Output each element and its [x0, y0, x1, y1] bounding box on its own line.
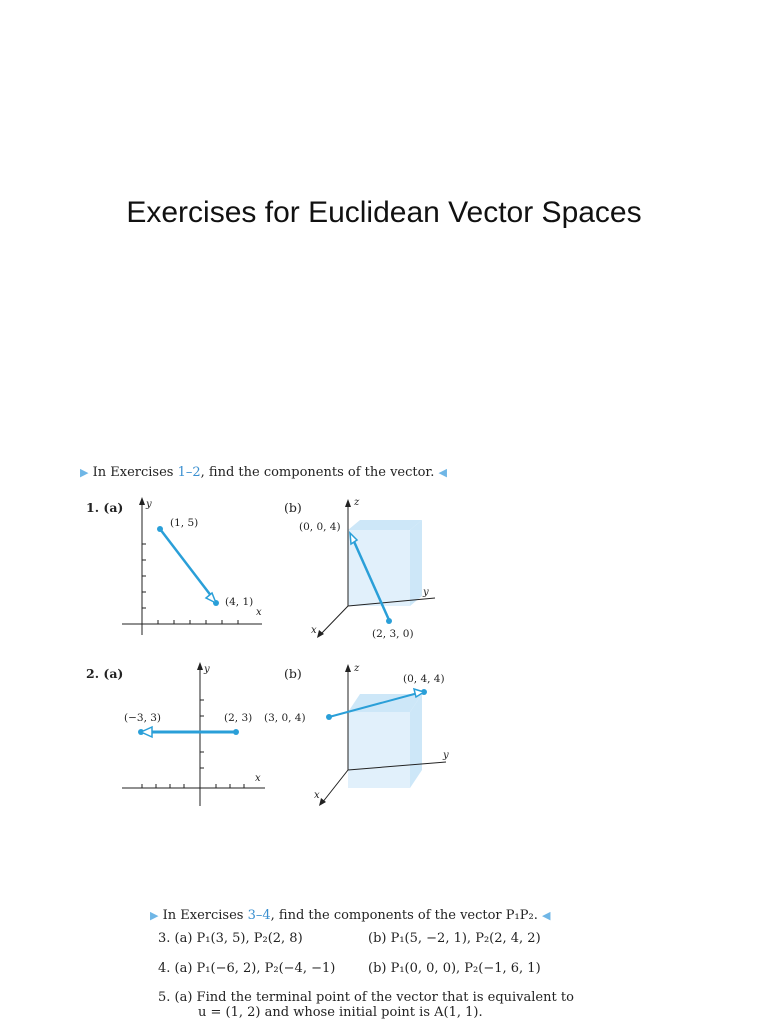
axis-label-y: y — [146, 499, 152, 510]
exercise-4b: (b) P₁(0, 0, 0), P₂(−1, 6, 1) — [368, 961, 541, 976]
intro-text: In Exercises — [92, 465, 178, 480]
exercises-1-2-intro — [80, 465, 447, 480]
intro-text: In Exercises — [162, 908, 248, 923]
exercise-4a: 4. (a) P₁(−6, 2), P₂(−4, −1) — [158, 961, 336, 976]
axis-label-y: y — [443, 750, 449, 761]
point-label: (2, 3) — [224, 712, 253, 724]
exercises-3-4-intro — [150, 908, 550, 923]
axis-label-z: z — [354, 663, 360, 674]
exercise-ref[interactable]: 3–4 — [247, 908, 271, 923]
left-pointer-icon: ◀ — [438, 466, 447, 479]
axis-label-x: x — [255, 773, 261, 784]
axis-label-x: x — [314, 790, 320, 801]
exercise-5a-line1: 5. (a) Find the terminal point of the vector that is equivalent to — [158, 990, 574, 1005]
exercise-2b-label: (b) — [284, 666, 302, 681]
intro-text-end: , find the components of the vector P₁P₂. — [270, 908, 538, 923]
exercise-1b-label: (b) — [284, 500, 302, 515]
point-label: (0, 4, 4) — [403, 673, 445, 685]
right-pointer-icon: ▶ — [150, 909, 159, 922]
right-pointer-icon: ▶ — [80, 466, 89, 479]
exercise-3b: (b) P₁(5, −2, 1), P₂(2, 4, 2) — [368, 931, 541, 946]
axis-label-x: x — [311, 625, 317, 636]
slide-title: Exercises for Euclidean Vector Spaces — [126, 196, 642, 229]
axis-label-z: z — [354, 497, 360, 508]
axis-label-x: x — [256, 607, 262, 618]
exercise-3a: 3. (a) P₁(3, 5), P₂(2, 8) — [158, 931, 303, 946]
exercise-1a-label: 1. (a) — [86, 500, 124, 515]
exercise-2a-label: 2. (a) — [86, 666, 124, 681]
point-label: (4, 1) — [225, 596, 254, 608]
point-label: (−3, 3) — [124, 712, 162, 724]
exercise-5a-line2: u = (1, 2) and whose initial point is A(1, 1). — [198, 1005, 483, 1020]
figure-1b — [300, 495, 460, 645]
axis-label-y: y — [423, 587, 429, 598]
intro-text-end: , find the components of the vector. — [200, 465, 435, 480]
point-label: (0, 0, 4) — [299, 521, 341, 533]
point-label: (2, 3, 0) — [372, 628, 414, 640]
left-pointer-icon: ◀ — [541, 909, 551, 922]
axis-label-y: y — [204, 664, 210, 675]
exercise-ref[interactable]: 1–2 — [177, 465, 201, 480]
figure-2a — [115, 660, 275, 810]
point-label: (1, 5) — [170, 517, 199, 529]
point-label: (3, 0, 4) — [264, 712, 306, 724]
